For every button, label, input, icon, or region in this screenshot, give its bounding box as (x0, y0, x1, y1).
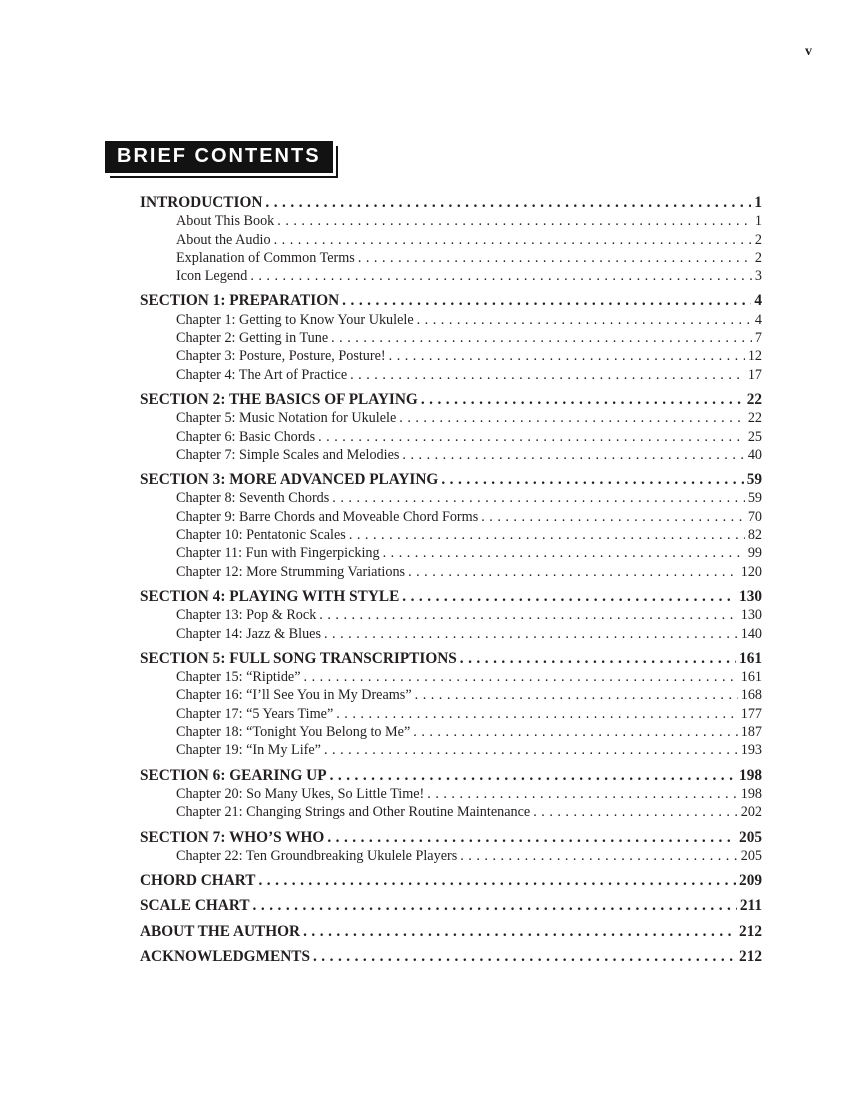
toc-entry-page: 205 (739, 828, 762, 846)
dot-leader (324, 741, 738, 759)
toc-entry-title: SECTION 2: THE BASICS OF PLAYING (140, 390, 418, 408)
toc-entry (140, 329, 762, 347)
toc-entry-title: CHORD CHART (140, 872, 256, 890)
dot-leader (402, 588, 736, 606)
toc-entry-title: ABOUT THE AUTHOR (140, 922, 301, 940)
dot-leader (389, 347, 745, 365)
toc-entry-page: 130 (740, 607, 762, 624)
toc-entry (140, 267, 762, 285)
toc-entry-title: SECTION 5: FULL SONG TRANSCRIPTIONS (140, 649, 457, 667)
dot-leader (274, 231, 752, 249)
dot-leader (319, 606, 737, 624)
dot-leader (417, 311, 752, 329)
toc-entry-page: 211 (739, 897, 762, 915)
dot-leader (336, 705, 737, 723)
toc-entry (140, 847, 762, 865)
toc-entry (140, 231, 762, 249)
toc-entry (140, 686, 762, 704)
toc-entry-page: 4 (754, 292, 762, 310)
dot-leader (331, 329, 752, 347)
toc-entry-page: 2 (754, 249, 762, 266)
brief-contents-header (105, 141, 333, 173)
toc-entry-page: 99 (747, 545, 762, 562)
toc-entry-page: 161 (739, 649, 762, 667)
toc-entry-page: 202 (740, 804, 762, 821)
dot-leader (350, 366, 745, 384)
toc-list (140, 187, 762, 966)
dot-leader (399, 409, 745, 427)
toc-entry-page: 59 (746, 471, 762, 489)
toc-entry-page: 4 (754, 311, 762, 328)
toc-entry-page: 168 (740, 687, 762, 704)
toc-entry (140, 625, 762, 643)
dot-leader (427, 785, 737, 803)
toc-entry (140, 194, 762, 212)
toc-entry (140, 563, 762, 581)
toc-entry-title: SCALE CHART (140, 897, 250, 915)
toc-entry (140, 292, 762, 310)
dot-leader (481, 508, 745, 526)
toc-entry-title: SECTION 7: WHO’S WHO (140, 828, 325, 846)
dot-leader (277, 212, 752, 230)
dot-leader (460, 847, 737, 865)
toc-entry (140, 897, 762, 915)
toc-entry-page: 40 (747, 446, 762, 463)
dot-leader (318, 428, 745, 446)
toc-entry-title: INTRODUCTION (140, 194, 263, 211)
toc-entry (140, 212, 762, 230)
dot-leader (349, 526, 745, 544)
toc-entry-page: 140 (740, 625, 762, 642)
page-number: v (805, 44, 812, 59)
toc-entry-title: Chapter 14: Jazz & Blues (176, 625, 321, 642)
toc-entry-title: Chapter 17: “5 Years Time” (176, 705, 334, 722)
toc-entry-page: 209 (739, 872, 762, 890)
toc-entry-page: 22 (747, 410, 762, 427)
dot-leader (332, 489, 745, 507)
toc-entry-page: 130 (739, 587, 762, 605)
toc-entry-page: 82 (747, 527, 762, 544)
toc-entry-title: Chapter 10: Pentatonic Scales (176, 527, 346, 544)
dot-leader (533, 803, 737, 821)
toc-entry-page: 59 (747, 490, 762, 507)
toc-entry (140, 606, 762, 624)
toc-entry-page: 187 (740, 724, 762, 741)
toc-entry-page: 198 (740, 785, 762, 802)
toc-entry (140, 650, 762, 668)
toc-entry-title: Chapter 8: Seventh Chords (176, 490, 330, 507)
toc-entry (140, 785, 762, 803)
toc-entry (140, 803, 762, 821)
toc-entry-title: Chapter 19: “In My Life” (176, 742, 321, 759)
toc-entry-title: Chapter 11: Fun with Fingerpicking (176, 545, 380, 562)
toc-entry-page: 193 (740, 742, 762, 759)
toc-entry (140, 249, 762, 267)
toc-entry (140, 588, 762, 606)
toc-entry (140, 347, 762, 365)
toc-entry-page: 3 (754, 268, 762, 285)
toc-entry-title: Chapter 2: Getting in Tune (176, 330, 329, 347)
toc-entry-title: SECTION 1: PREPARATION (140, 292, 340, 310)
toc-entry (140, 489, 762, 507)
toc-entry-title: Icon Legend (176, 268, 248, 285)
dot-leader (265, 194, 751, 212)
toc-entry-page: 12 (747, 348, 762, 365)
toc-entry-page: 1 (754, 194, 762, 211)
dot-leader (413, 723, 737, 741)
toc-entry (140, 508, 762, 526)
toc-entry-page: 205 (740, 847, 762, 864)
toc-entry (140, 391, 762, 409)
toc-entry (140, 428, 762, 446)
dot-leader (258, 872, 736, 890)
dot-leader (342, 292, 751, 310)
toc-entry-title: Chapter 1: Getting to Know Your Ukulele (176, 311, 414, 328)
toc-entry (140, 705, 762, 723)
dot-leader (441, 471, 743, 489)
toc-entry (140, 948, 762, 966)
toc-entry-title: About the Audio (176, 231, 271, 248)
dot-leader (313, 948, 736, 966)
toc-entry-page: 198 (739, 766, 762, 784)
toc-entry-title: Chapter 9: Barre Chords and Moveable Chord Forms (176, 508, 479, 525)
dot-leader (460, 650, 736, 668)
toc-entry (140, 446, 762, 464)
toc-entry-page: 1 (754, 213, 762, 230)
toc-entry-page: 25 (747, 428, 762, 445)
toc-entry-title: SECTION 6: GEARING UP (140, 766, 327, 784)
toc-entry (140, 668, 762, 686)
dot-leader (415, 686, 738, 704)
dot-leader (250, 267, 752, 285)
dot-leader (304, 668, 738, 686)
dot-leader (358, 249, 752, 267)
dot-leader (324, 625, 738, 643)
toc-entry (140, 471, 762, 489)
toc-entry-title: SECTION 3: MORE ADVANCED PLAYING (140, 471, 439, 489)
toc-entry-title: Chapter 16: “I’ll See You in My Dreams” (176, 687, 412, 704)
toc-entry-page: 212 (739, 947, 762, 965)
toc-entry-page: 2 (754, 231, 762, 248)
dot-leader (330, 767, 736, 785)
toc-entry-title: Chapter 13: Pop & Rock (176, 607, 317, 624)
dot-leader (408, 563, 738, 581)
dot-leader (327, 829, 736, 847)
toc-entry-page: 17 (747, 366, 762, 383)
toc-entry-page: 22 (746, 390, 762, 408)
toc-entry-title: Chapter 22: Ten Groundbreaking Ukulele Players (176, 847, 458, 864)
toc-entry (140, 923, 762, 941)
toc-entry-page: 70 (747, 508, 762, 525)
toc-entry (140, 872, 762, 890)
toc-entry-title: Chapter 3: Posture, Posture, Posture! (176, 348, 386, 365)
toc-entry-page: 212 (739, 922, 762, 940)
dot-leader (421, 391, 744, 409)
dot-leader (402, 446, 744, 464)
toc-entry (140, 723, 762, 741)
toc-entry (140, 544, 762, 562)
toc-entry-title: Chapter 20: So Many Ukes, So Little Time! (176, 785, 425, 802)
toc-entry-title: Chapter 12: More Strumming Variations (176, 563, 406, 580)
toc-entry-title: About This Book (176, 213, 275, 230)
toc-entry-title: Explanation of Common Terms (176, 249, 355, 266)
dot-leader (303, 923, 736, 941)
toc-entry (140, 829, 762, 847)
toc-entry-title: Chapter 15: “Riptide” (176, 669, 301, 686)
dot-leader (253, 897, 737, 915)
toc-entry-title: Chapter 21: Changing Strings and Other Routine Maintenance (176, 804, 531, 821)
toc-entry-page: 7 (754, 330, 762, 347)
toc-entry-title: Chapter 18: “Tonight You Belong to Me” (176, 724, 411, 741)
toc-entry-title: Chapter 4: The Art of Practice (176, 366, 348, 383)
toc-entry (140, 311, 762, 329)
toc-entry-page: 120 (740, 563, 762, 580)
toc-entry-title: Chapter 5: Music Notation for Ukulele (176, 410, 397, 427)
brief-contents-label: BRIEF CONTENTS (117, 145, 321, 167)
toc-entry-title: SECTION 4: PLAYING WITH STYLE (140, 587, 400, 605)
toc-entry (140, 409, 762, 427)
toc-entry-page: 177 (740, 705, 762, 722)
dot-leader (383, 544, 745, 562)
toc-entry-page: 161 (740, 669, 762, 686)
toc-entry (140, 767, 762, 785)
toc-entry (140, 741, 762, 759)
toc-entry-title: ACKNOWLEDGMENTS (140, 947, 310, 965)
toc-entry-title: Chapter 7: Simple Scales and Melodies (176, 446, 400, 463)
toc-entry (140, 526, 762, 544)
toc-entry-title: Chapter 6: Basic Chords (176, 428, 316, 445)
toc-entry (140, 366, 762, 384)
